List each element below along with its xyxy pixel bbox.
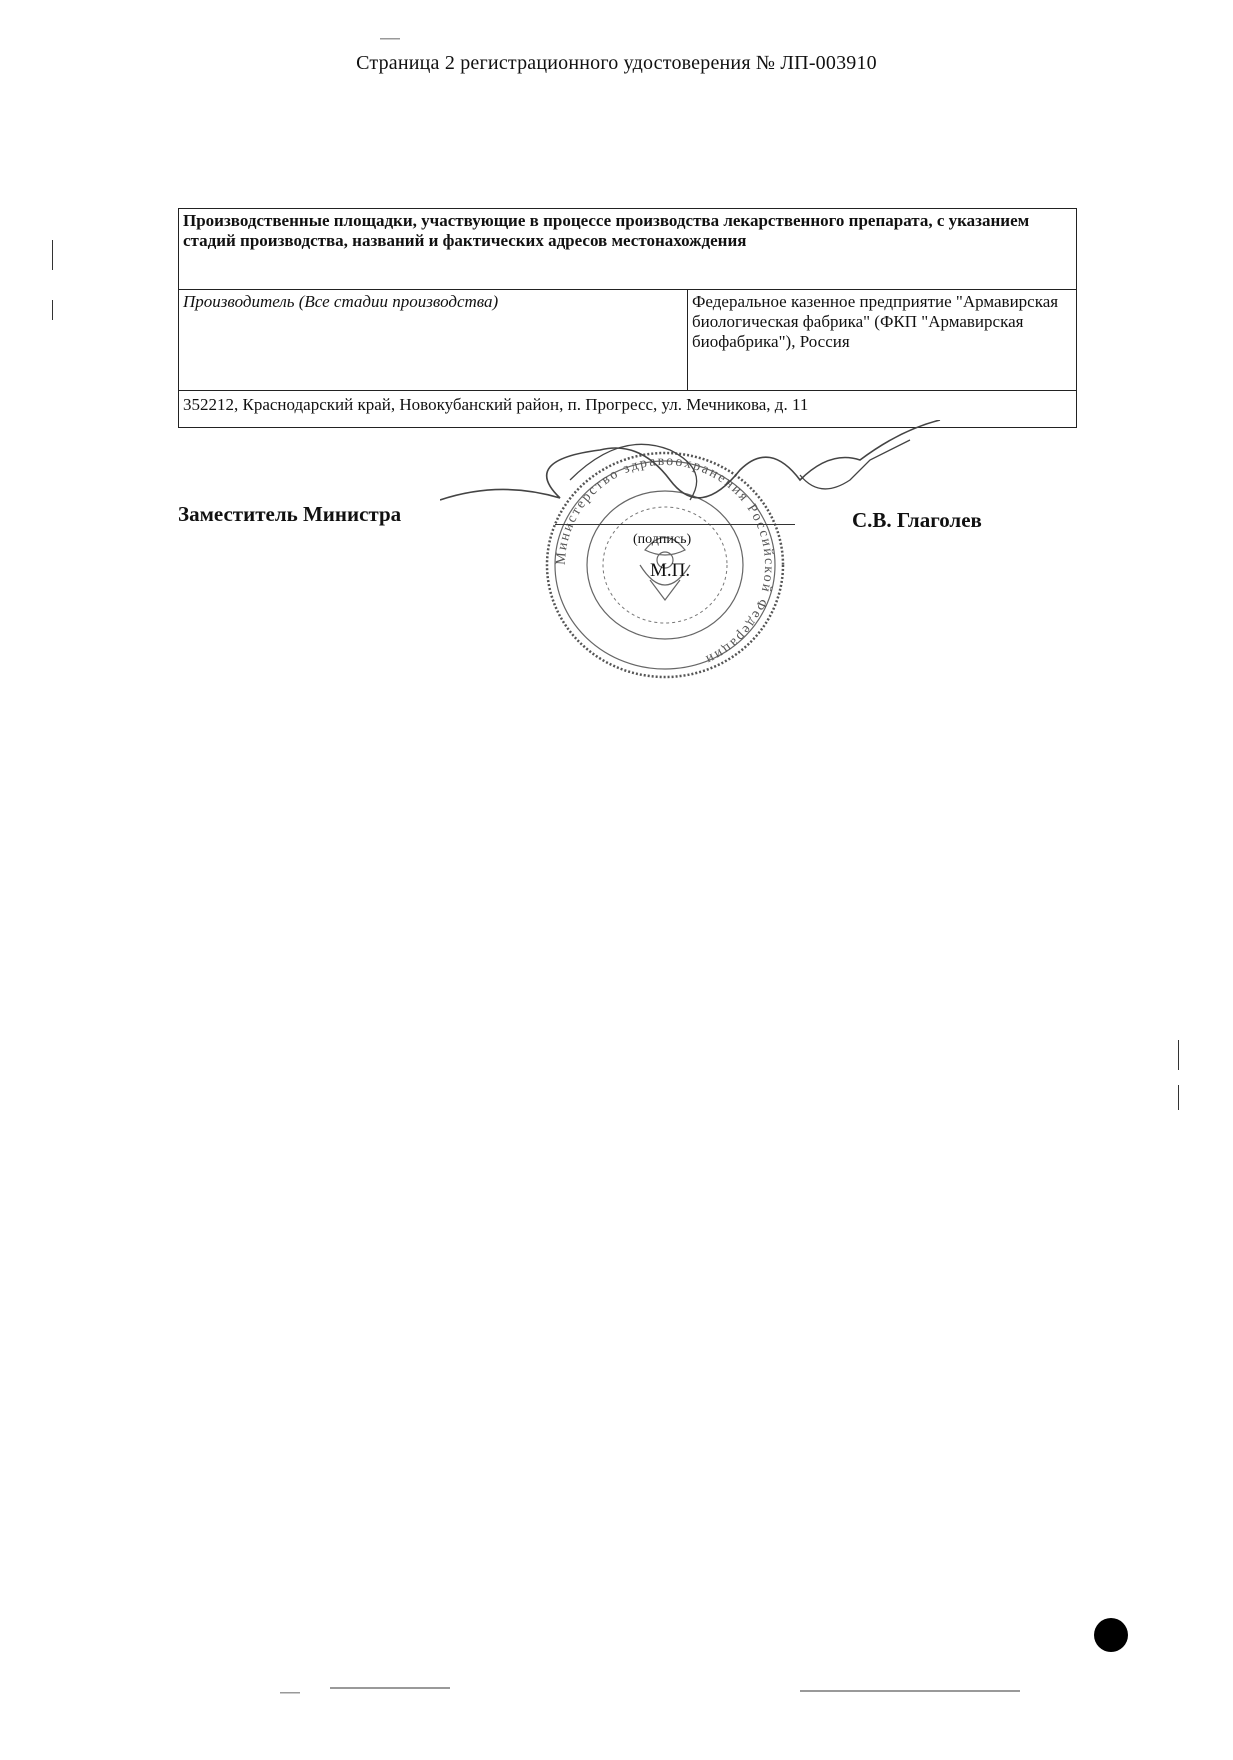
table-row [179, 209, 1077, 290]
signatory-position: Заместитель Министра [178, 502, 402, 526]
margin-scan-mark [52, 300, 53, 320]
signature-line [555, 524, 795, 525]
signatory-name: С.В. Глаголев [852, 508, 982, 532]
page-title: Страница 2 регистрационного удостоверения № ЛП-003910 [356, 52, 877, 74]
signature-caption: (подпись) [633, 532, 692, 547]
table-row [179, 290, 1077, 391]
manufacturer-role-cell: Производитель (Все стадии производства) [179, 290, 688, 391]
margin-scan-mark [52, 240, 53, 270]
margin-scan-mark [1178, 1085, 1179, 1110]
manufacturer-name-cell: Федеральное казенное предприятие "Армавирская биологическая фабрика" (ФКП "Армавирская биофабрика"), Россия [688, 290, 1077, 391]
seal-place-caption: М.П. [650, 560, 691, 581]
manufacturing-sites-table [178, 208, 1077, 428]
margin-scan-mark [1178, 1040, 1179, 1070]
seal-text: Министерство здравоохранения Российской Федерации [553, 453, 777, 668]
manufacturer-address-cell: 352212, Краснодарский край, Новокубанский район, п. Прогресс, ул. Мечникова, д. 11 [179, 391, 1077, 428]
scan-registration-dot [1094, 1618, 1128, 1652]
table-heading: Производственные площадки, участвующие в процессе производства лекарственного препарата, с указанием стадий производства, названий и фактических адресов местонахождения [179, 209, 1077, 290]
